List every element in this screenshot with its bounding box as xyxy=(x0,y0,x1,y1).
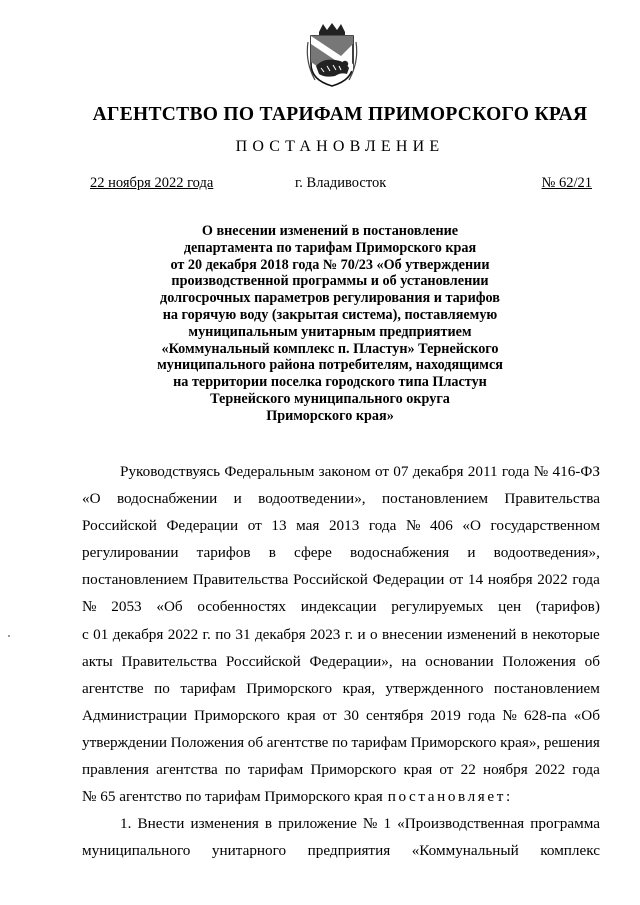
body-word: 22 xyxy=(460,761,476,779)
body-line xyxy=(82,566,600,593)
document-body xyxy=(82,458,600,864)
body-word: 2053 xyxy=(111,598,142,616)
body-word: Правительства xyxy=(192,571,289,589)
body-word: № xyxy=(362,815,378,833)
body-word: Положения xyxy=(170,733,245,751)
body-word: и xyxy=(357,625,366,643)
body-word: от xyxy=(247,517,262,535)
body-word: края xyxy=(403,761,433,779)
body-line xyxy=(82,539,600,566)
body-line-text: № 65 агентство по тарифам Приморского края xyxy=(82,788,383,806)
body-word: Администрации xyxy=(82,706,187,724)
body-word: постановлением xyxy=(493,679,600,697)
body-word: 2013 xyxy=(328,517,360,535)
body-word: Федерации xyxy=(166,517,239,535)
document-subject xyxy=(120,223,540,425)
body-word: 628-па xyxy=(523,706,567,724)
body-word: в xyxy=(520,625,528,643)
body-word: в xyxy=(264,815,273,833)
body-word: Руководствуясь xyxy=(120,463,221,480)
body-word: «Коммунальный xyxy=(411,842,519,860)
subject-line: на горячую воду (закрытая система), поставляемую xyxy=(162,306,498,323)
body-word: индексации xyxy=(300,598,377,616)
body-word: 2022 xyxy=(534,761,566,779)
subject-line: Тернейского муниципального округа xyxy=(210,390,450,407)
subject-line: производственной программы и об установлении xyxy=(171,273,489,290)
document-city: г. Владивосток xyxy=(295,175,387,191)
body-word: водоснабжении xyxy=(116,490,218,508)
body-line xyxy=(82,810,600,837)
body-word: Приморского xyxy=(310,761,397,779)
body-line xyxy=(82,648,600,675)
body-word: года xyxy=(501,463,530,480)
body-line xyxy=(82,675,600,702)
body-word: декабря xyxy=(412,463,464,480)
body-word: водоотведении», xyxy=(258,490,366,508)
agency-title: АГЕНТСТВО ПО ТАРИФАМ ПРИМОРСКОГО КРАЯ xyxy=(92,104,588,125)
body-line xyxy=(82,621,600,648)
body-word: утверждении xyxy=(82,733,167,751)
subject-line: муниципального района потребителям, находящимся xyxy=(157,357,503,374)
body-line xyxy=(82,702,600,729)
body-word: Российской xyxy=(82,517,157,535)
body-word: основании xyxy=(425,652,494,670)
body-word: законом xyxy=(318,463,371,480)
body-word: в xyxy=(268,544,276,562)
body-word: постановлением xyxy=(381,490,488,508)
body-word: тарифам xyxy=(180,679,236,697)
body-word: 2022 xyxy=(537,571,568,589)
body-word: 2023 xyxy=(310,625,341,643)
body-line xyxy=(82,458,600,485)
body-word: 13 xyxy=(271,517,287,535)
subject-line: от 20 декабря 2018 года № 70/23 «Об утверждении xyxy=(170,256,490,273)
subject-line: О внесении изменений в постановление xyxy=(201,223,459,239)
body-word: края xyxy=(286,706,316,724)
body-word: года xyxy=(572,571,600,589)
body-word: Федерации», xyxy=(309,652,393,670)
body-word: Правительства xyxy=(121,652,218,670)
body-word: Федеральным xyxy=(224,463,315,480)
body-word: изменения xyxy=(190,815,259,833)
body-word: от xyxy=(439,761,454,779)
margin-mark xyxy=(8,635,10,637)
body-line xyxy=(82,837,600,864)
body-word: от xyxy=(322,706,337,724)
body-word: агентстве xyxy=(82,679,144,697)
body-word: о xyxy=(370,625,378,643)
body-word: утвержденного xyxy=(385,679,484,697)
body-word: об xyxy=(247,733,264,751)
body-line xyxy=(82,593,600,620)
body-word: года xyxy=(572,761,600,779)
body-word: решения xyxy=(543,733,600,751)
primorsky-krai-coat-of-arms-icon xyxy=(305,22,359,88)
body-word: 30 xyxy=(343,706,359,724)
body-word: № xyxy=(405,517,421,535)
body-word: акты xyxy=(82,652,113,670)
subject-line: долгосрочных параметров регулирования и тарифов xyxy=(160,290,500,307)
body-word: цен xyxy=(498,598,522,616)
body-word: водоснабжения xyxy=(350,544,450,562)
body-word: «Производственная xyxy=(397,815,525,833)
body-word: (тарифов) xyxy=(535,598,600,616)
body-word: Российской xyxy=(225,652,301,670)
body-word: водоотведения», xyxy=(493,544,600,562)
body-word: Приморского xyxy=(246,679,333,697)
body-word: внесении xyxy=(382,625,443,643)
body-word: 07 xyxy=(393,463,409,480)
subject-line: департамента по тарифам Приморского края xyxy=(183,239,477,256)
body-word: ноября xyxy=(487,571,533,589)
body-word: сентября xyxy=(365,706,424,724)
body-word: 1. xyxy=(120,815,132,833)
body-line xyxy=(82,729,600,756)
body-word: Положения xyxy=(502,652,576,670)
body-word: тарифов xyxy=(196,544,251,562)
body-word: «Об xyxy=(156,598,183,616)
body-word: 1 xyxy=(383,815,392,833)
body-word: предприятия xyxy=(307,842,391,860)
body-word: сфере xyxy=(294,544,332,562)
body-word: 31 xyxy=(235,625,251,643)
body-word: некоторые xyxy=(532,625,600,643)
document-date: 22 ноября 2022 года xyxy=(90,175,214,191)
body-word: 2022 xyxy=(167,625,199,643)
body-word: по xyxy=(224,761,241,779)
body-word: муниципального xyxy=(82,842,191,860)
body-word: 01 xyxy=(93,625,109,643)
body-word: агентстве xyxy=(266,733,329,751)
body-word: Российской xyxy=(293,571,368,589)
body-word: декабря xyxy=(112,625,164,643)
body-word: тарифам xyxy=(351,733,407,751)
body-word: Федерации xyxy=(372,571,445,589)
body-word: особенностях xyxy=(197,598,286,616)
body-line xyxy=(82,512,600,539)
body-word: регулировании xyxy=(82,544,179,562)
body-line xyxy=(82,783,600,810)
body-word: об xyxy=(584,652,600,670)
body-word: ноября xyxy=(482,761,528,779)
subject-line: на территории поселка городского типа Пластун xyxy=(173,374,487,391)
body-word: по xyxy=(154,679,170,697)
body-line xyxy=(82,485,600,512)
body-word: от xyxy=(449,571,464,589)
body-word: декабря xyxy=(254,625,306,643)
subject-line: «Коммунальный комплекс п. Пластун» Тернейского xyxy=(161,340,499,357)
body-word: № xyxy=(533,463,549,480)
body-word: правления xyxy=(82,761,149,779)
body-word: агентства xyxy=(156,761,218,779)
body-word: 416-ФЗ xyxy=(552,463,600,480)
body-word: № xyxy=(502,706,517,724)
body-word: г. xyxy=(202,625,211,643)
body-word: Приморского xyxy=(194,706,280,724)
body-word: программа xyxy=(530,815,600,833)
body-word: 14 xyxy=(467,571,484,589)
body-word: Правительства xyxy=(504,490,600,508)
body-word: и xyxy=(467,544,476,562)
body-word: и xyxy=(233,490,242,508)
body-word: от xyxy=(374,463,389,480)
body-word: на xyxy=(401,652,417,670)
body-word: 2011 xyxy=(467,463,498,480)
body-word: по xyxy=(215,625,231,643)
body-word: приложение xyxy=(278,815,357,833)
body-word: мая xyxy=(296,517,320,535)
body-word: г. xyxy=(344,625,354,643)
body-word: тарифам xyxy=(247,761,304,779)
body-word: года xyxy=(467,706,496,724)
body-word: государственном xyxy=(490,517,600,535)
resolution-word: постановляет: xyxy=(387,788,513,806)
body-word: «О xyxy=(462,517,481,535)
body-word: регулируемых xyxy=(391,598,484,616)
body-word: «О xyxy=(82,490,101,508)
body-word: Внести xyxy=(137,815,185,833)
body-word: «Об xyxy=(573,706,600,724)
body-word: с xyxy=(82,625,89,643)
subject-line: муниципальным унитарным предприятием xyxy=(188,323,472,340)
body-word: года xyxy=(368,517,397,535)
body-word: изменений xyxy=(446,625,517,643)
body-word: унитарного xyxy=(211,842,287,860)
body-word: Приморского xyxy=(410,733,497,751)
document-number: № 62/21 xyxy=(541,175,592,191)
body-word: 2019 xyxy=(430,706,461,724)
body-word: комплекс xyxy=(540,842,600,860)
body-word: края, xyxy=(342,679,376,697)
body-word: края», xyxy=(500,733,541,751)
body-word: по xyxy=(332,733,348,751)
body-word: № xyxy=(82,598,97,616)
subject-line: Приморского края» xyxy=(266,407,394,424)
body-word: постановлением xyxy=(82,571,189,589)
body-word: 406 xyxy=(430,517,453,535)
document-type: ПОСТАНОВЛЕНИЕ xyxy=(235,138,445,155)
body-line xyxy=(82,756,600,783)
